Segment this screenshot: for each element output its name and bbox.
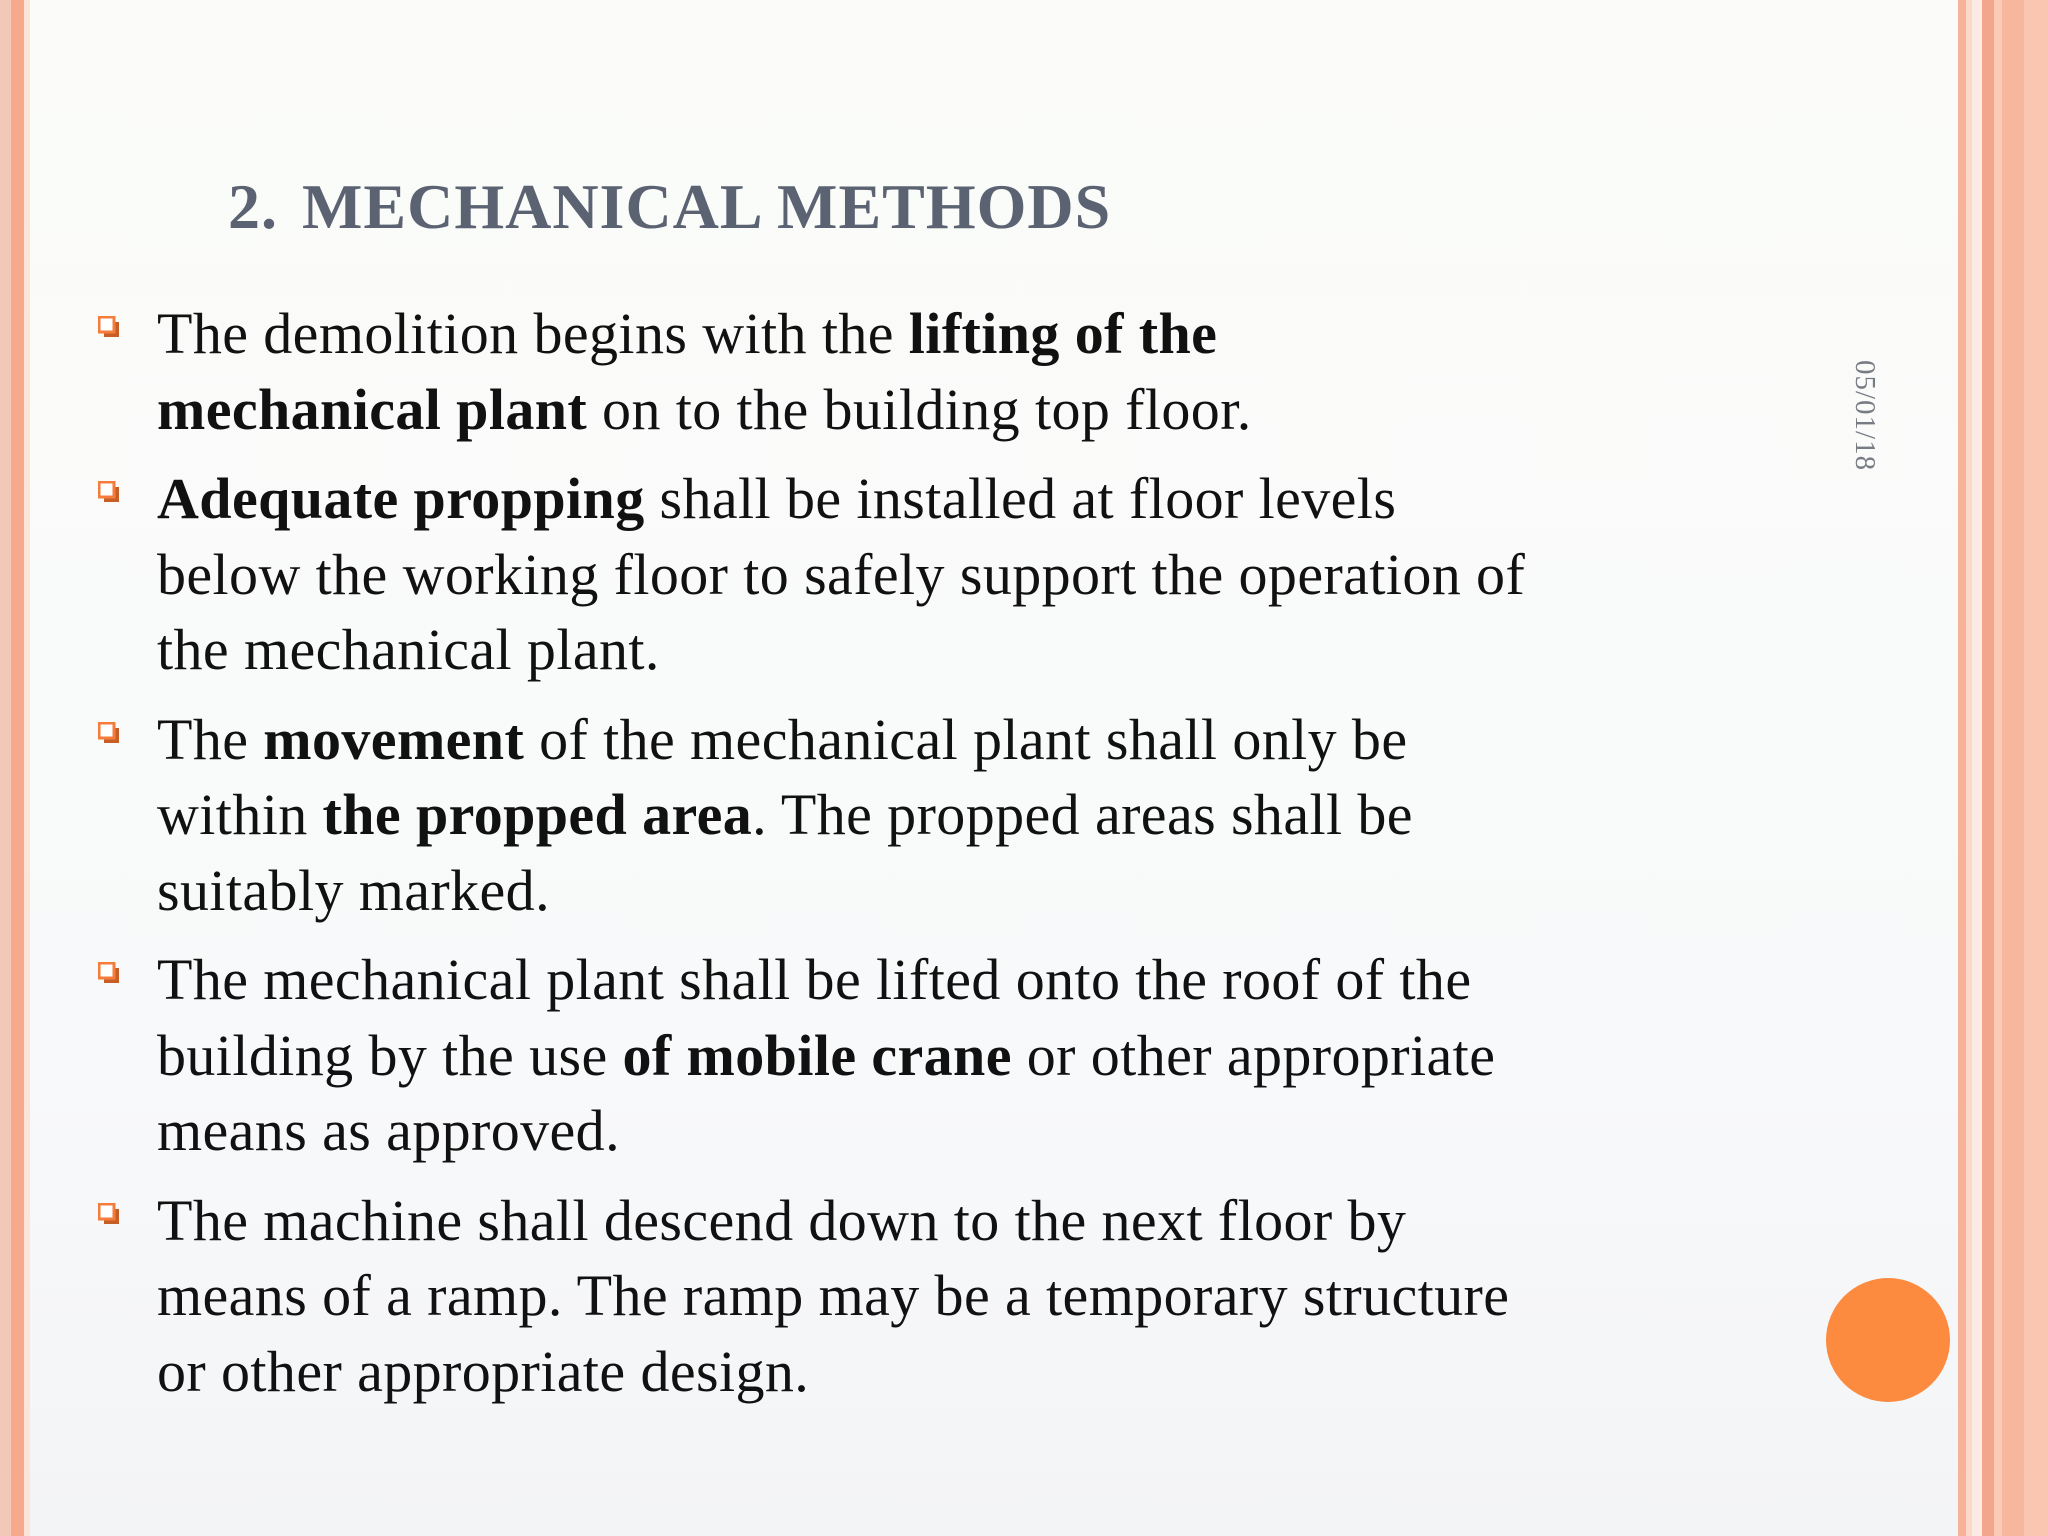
right-band-decoration [2024,0,2048,1536]
bullet-text: . The propped areas shall be [752,782,1413,847]
bullet-text: The demolition begins with the [157,301,909,366]
bullet-text: means of a ramp. The ramp may be a temporary structure [157,1263,1510,1328]
bullet-item [96,942,1836,1169]
bullet-item [96,296,1836,447]
bullet-text: suitably marked. [157,857,550,923]
right-band-decoration [1982,0,1994,1536]
bullet-text: of the mechanical plant shall only be [524,706,1408,772]
bullet-bold-text: movement [263,706,525,772]
bullet-bold-text: mechanical plant [157,376,588,442]
bullet-list [96,296,1836,1423]
title-text: MECHANICAL METHODS [302,171,1112,242]
bullet-bold-text: lifting of the [908,301,1218,366]
right-band-decoration [1994,0,2002,1536]
orange-circle-decoration [1826,1278,1950,1402]
bullet-text: The machine shall descend down to the next floor by [157,1187,1407,1253]
checkbox-bullet-icon [98,481,120,503]
right-band-decoration [2002,0,2024,1536]
bullet-text: within [157,782,323,847]
bullet-text: The mechanical plant shall be lifted onto the roof of the [157,947,1472,1012]
bullet-text: on to the building top floor. [587,376,1252,442]
bullet-bold-text: the propped area [322,782,753,847]
bullet-bold-text: Adequate propping [157,466,645,531]
bullet-text: the mechanical plant. [157,617,660,682]
left-edge-decoration [0,0,11,1536]
bullet-text: The [157,706,264,772]
title-number: 2. [228,171,278,242]
bullet-text: or other appropriate [1011,1022,1496,1088]
bullet-text: shall be installed at floor levels [644,466,1397,531]
bullet-text: below the working floor to safely support the operation of [157,541,1526,607]
slide-date: 05/01/18 [1849,360,1881,472]
checkbox-bullet-icon [98,1203,120,1225]
checkbox-bullet-icon [98,316,120,338]
bullet-text: building by the use [157,1022,623,1088]
checkbox-bullet-icon [98,722,120,744]
bullet-text: or other appropriate design. [157,1338,810,1404]
left-edge-decoration [11,0,24,1536]
left-edge-decoration [24,0,30,1536]
checkbox-bullet-icon [98,962,120,984]
right-band-decoration [1972,0,1982,1536]
bullet-bold-text: of mobile crane [622,1022,1012,1088]
bullet-text: means as approved. [157,1098,620,1163]
bullet-item [96,1183,1836,1410]
bullet-item [96,461,1836,688]
slide-title [228,170,1111,244]
right-band-decoration [1958,0,1966,1536]
bullet-item [96,702,1836,929]
